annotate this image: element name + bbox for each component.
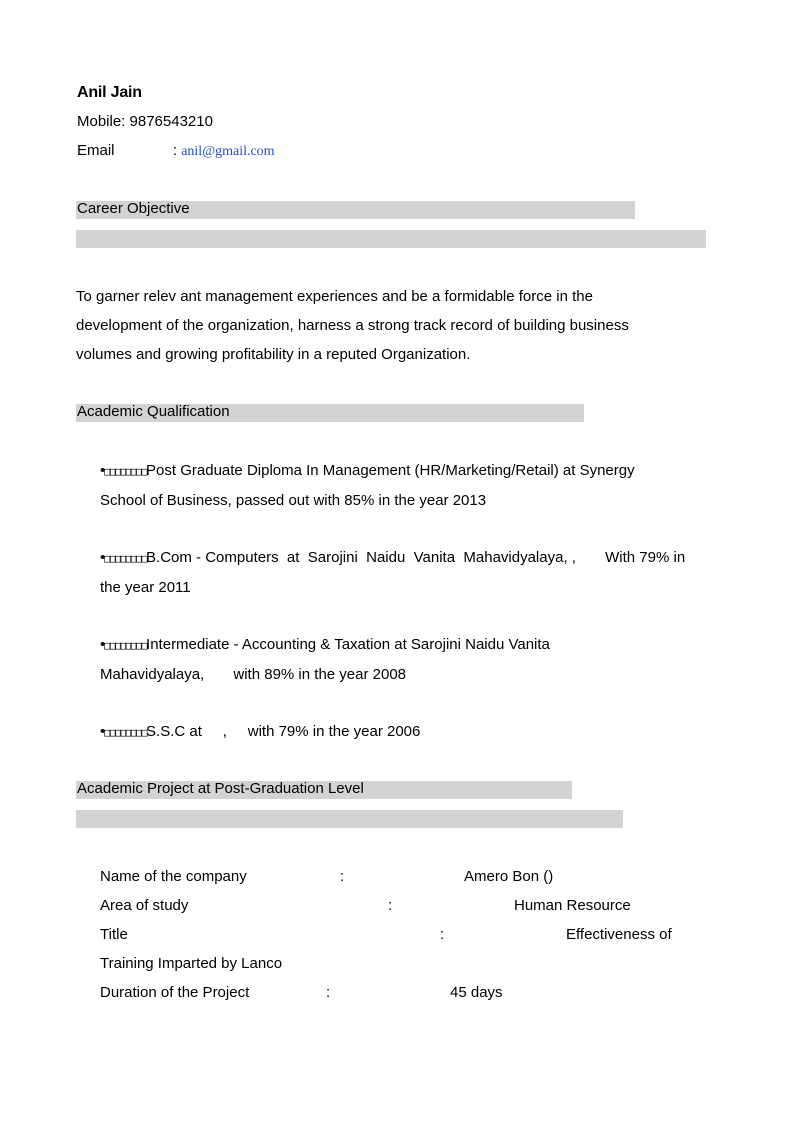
bullet-icon: •	[100, 636, 105, 653]
bullet-icon: •	[100, 462, 105, 479]
academic-item-line: Mahavidyalaya, with 89% in the year 2008	[100, 666, 407, 683]
mobile-value: 9876543210	[129, 113, 213, 130]
academic-item-line: Intermediate - Accounting & Taxation at Sarojini Naidu Vanita	[146, 636, 550, 653]
project-label: Duration of the Project	[100, 984, 250, 1001]
academic-item	[100, 630, 720, 689]
project-sub-bar	[76, 810, 623, 828]
academic-item-line: B.Com - Computers at Sarojini Naidu Vanita Mahavidyalaya, , With 79% in	[146, 549, 686, 566]
project-value: Amero Bon ()	[464, 868, 554, 885]
academic-item-line: the year 2011	[100, 579, 191, 596]
academic-item	[100, 456, 720, 515]
project-label: Name of the company	[100, 868, 247, 885]
bullet-boxes: □□□□□□□□	[104, 465, 147, 478]
project-separator: :	[440, 926, 445, 943]
project-separator: :	[340, 868, 345, 885]
academic-item	[100, 543, 716, 602]
mobile-label: Mobile:	[77, 113, 126, 130]
project-label: Title	[100, 926, 128, 943]
academic-heading: Academic Qualification	[77, 403, 230, 420]
career-line: development of the organization, harness a strong track record of building business	[76, 317, 629, 334]
academic-item	[100, 717, 720, 747]
bullet-icon: •	[100, 549, 105, 566]
bullet-boxes: □□□□□□□□	[104, 552, 147, 565]
academic-item-line: Post Graduate Diploma In Management (HR/Marketing/Retail) at Synergy	[146, 462, 635, 479]
project-separator: :	[388, 897, 393, 914]
bullet-boxes: □□□□□□□□	[104, 726, 147, 739]
project-label: Area of study	[100, 897, 189, 914]
bullet-boxes: □□□□□□□□	[104, 639, 147, 652]
career-heading: Career Objective	[77, 200, 190, 217]
project-value: Effectiveness of	[566, 926, 672, 943]
career-sub-bar	[76, 230, 706, 248]
email-label: Email	[77, 142, 115, 159]
project-value: Human Resource	[514, 897, 631, 914]
academic-item-line: School of Business, passed out with 85% in the year 2013	[100, 492, 487, 509]
email-link[interactable]: anil@gmail.com	[181, 144, 275, 159]
bullet-icon: •	[100, 723, 105, 740]
project-separator: :	[326, 984, 331, 1001]
career-line: volumes and growing profitability in a reputed Organization.	[76, 346, 471, 363]
career-objective-text	[76, 282, 716, 369]
project-heading: Academic Project at Post-Graduation Level	[77, 780, 364, 797]
mobile-line	[77, 113, 213, 131]
project-label: Training Imparted by Lanco	[100, 955, 283, 972]
academic-item-line: S.S.C at , with 79% in the year 2006	[146, 723, 421, 740]
career-line: To garner relev ant management experiences and be a formidable force in the	[76, 288, 593, 305]
email-line	[77, 142, 275, 161]
candidate-name: Anil Jain	[77, 84, 142, 101]
email-separator: :	[172, 142, 178, 159]
project-value: 45 days	[450, 984, 503, 1001]
